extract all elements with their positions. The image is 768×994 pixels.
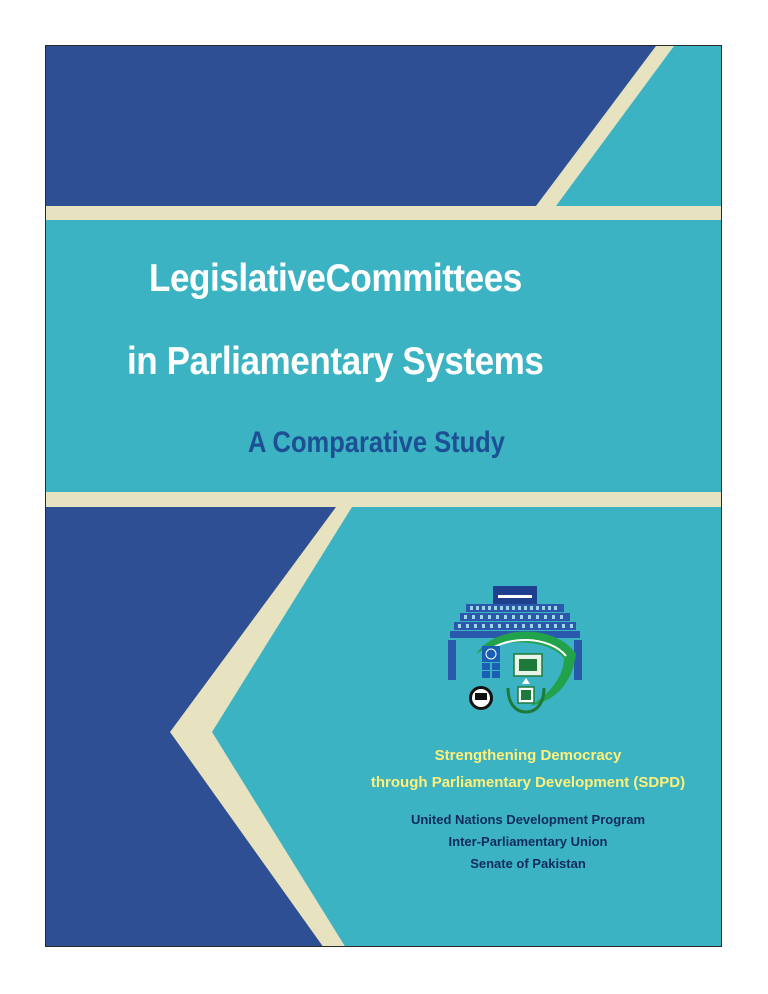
program-credits: [328, 46, 722, 947]
title-line-1: LegislativeCommittees: [149, 257, 522, 300]
partner-senate: Senate of Pakistan: [470, 856, 586, 871]
program-line-1: Strengthening Democracy: [434, 747, 622, 764]
partner-undp: United Nations Development Program: [410, 812, 646, 827]
subtitle: A Comparative Study: [248, 426, 505, 459]
partner-ipu: Inter-Parliamentary Union: [448, 834, 608, 849]
program-line-2: through Parliamentary Development (SDPD): [370, 774, 686, 791]
title-line-2: in Parliamentary Systems: [127, 340, 544, 383]
book-cover: [45, 45, 722, 947]
